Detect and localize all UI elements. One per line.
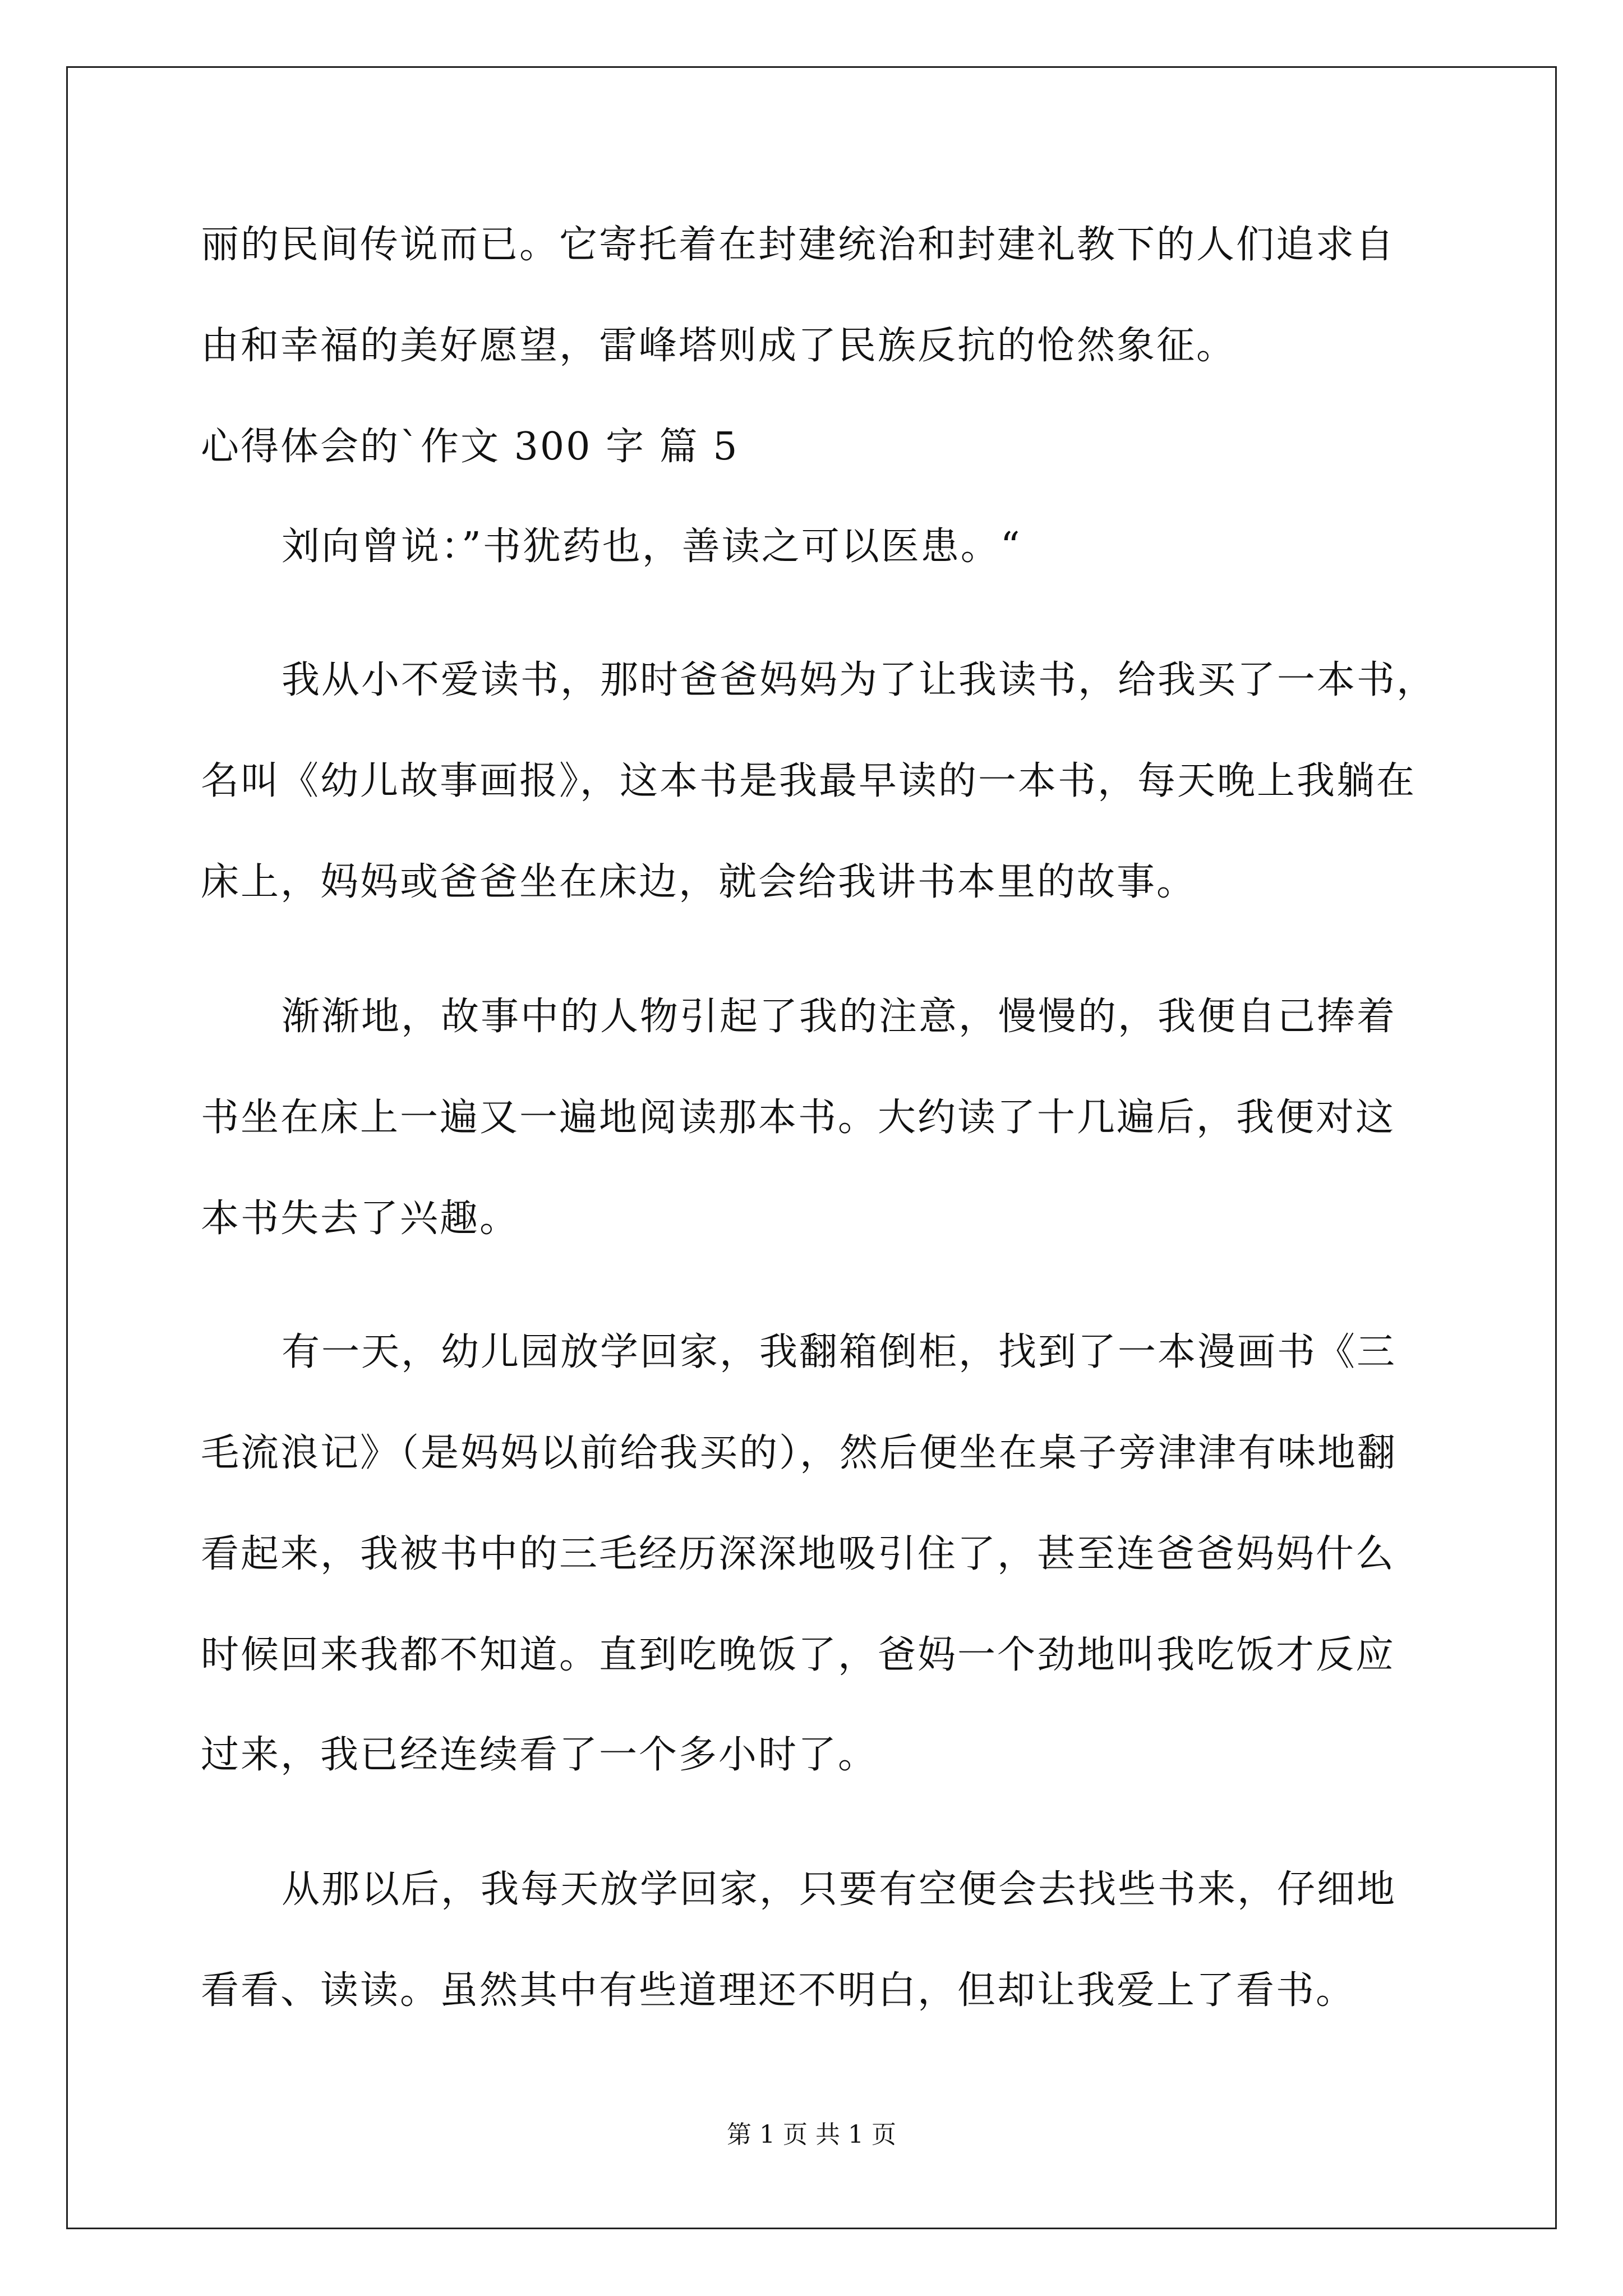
text-line: 时候回来我都不知道。直到吃晚饭了，爸妈一个劲地叫我吃饭才反应 [201, 1633, 1396, 1677]
text-line: 丽的民间传说而已。它寄托着在封建统治和封建礼教下的人们追求自 [201, 223, 1396, 267]
page-number: 第 1 页 共 1 页 [727, 2120, 896, 2149]
text-line: 由和幸福的美好愿望，雷峰塔则成了民族反抗的怆然象征。 [201, 324, 1237, 368]
text-line: 有一天，幼儿园放学回家，我翻箱倒柜，找到了一本漫画书《三 [282, 1330, 1397, 1374]
text-line: 名叫《幼儿故事画报》，这本书是我最早读的一本书，每天晚上我躺在 [201, 759, 1417, 803]
text-line: 刘向曾说：”书犹药也，善读之可以医患。“ [282, 524, 1022, 569]
text-line: 过来，我已经连续看了一个多小时了。 [201, 1733, 878, 1777]
text-line: 毛流浪记》（是妈妈以前给我买的），然后便坐在桌子旁津津有味地翻 [201, 1431, 1398, 1475]
section-heading: 心得体会的`作文 300 字 篇 5 [201, 425, 739, 469]
text-line: 床上，妈妈或爸爸坐在床边，就会给我讲书本里的故事。 [201, 860, 1197, 904]
text-line: 我从小不爱读书，那时爸爸妈妈为了让我读书，给我买了一本书， [282, 658, 1437, 702]
text-line: 看起来，我被书中的三毛经历深深地吸引住了，甚至连爸爸妈妈什么 [201, 1532, 1396, 1576]
text-line: 看看、读读。虽然其中有些道理还不明白，但却让我爱上了看书。 [201, 1968, 1356, 2013]
text-line: 书坐在床上一遍又一遍地阅读那本书。大约读了十几遍后，我便对这 [201, 1096, 1396, 1140]
text-line: 从那以后，我每天放学回家，只要有空便会去找些书来，仔细地 [282, 1867, 1397, 1912]
text-line: 本书失去了兴趣。 [201, 1197, 520, 1241]
text-line: 渐渐地，故事中的人物引起了我的注意，慢慢的，我便自己捧着 [282, 995, 1397, 1039]
